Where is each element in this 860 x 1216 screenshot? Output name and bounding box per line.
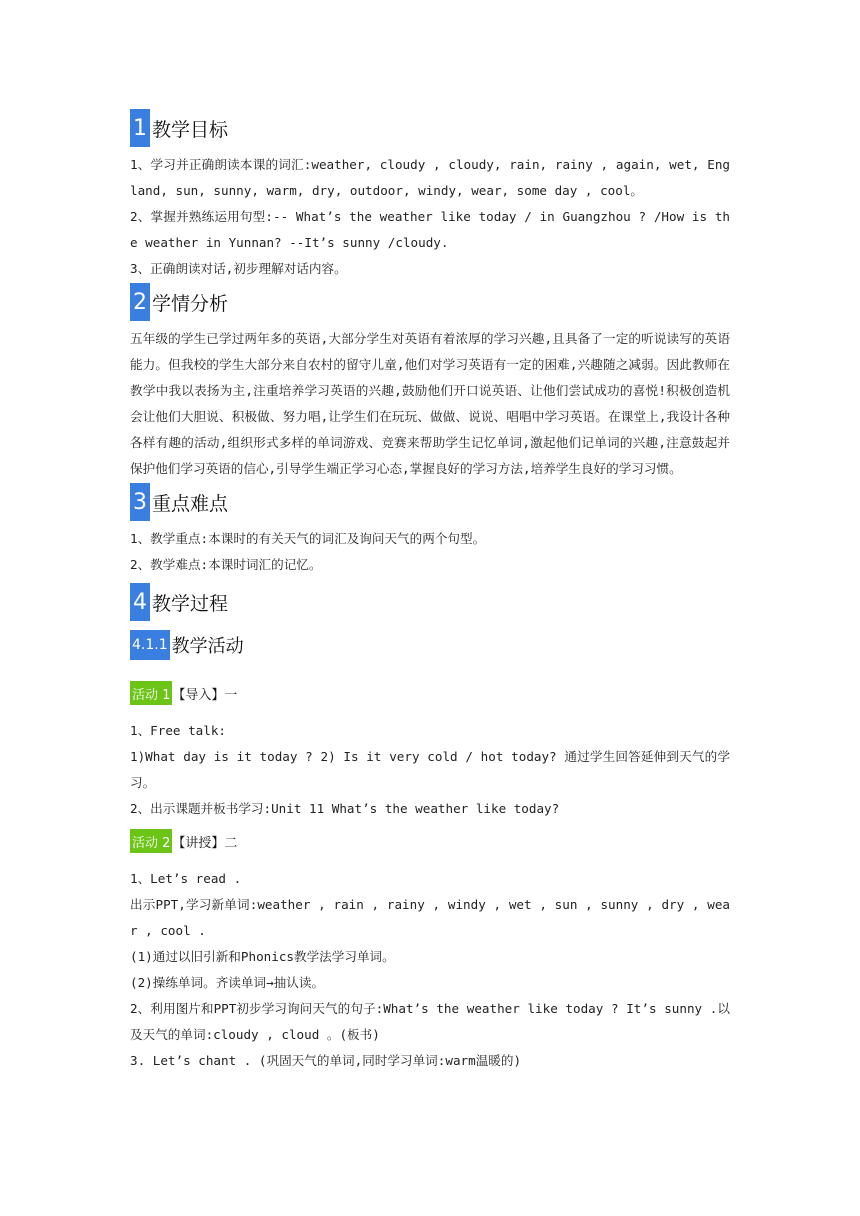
- section-heading-analysis: [130, 282, 730, 322]
- subsection-heading: [130, 628, 730, 662]
- activity-2-line-5: 2、利用图片和PPT初步学习询问天气的句子:What’s the weather like today ? It’s sunny .以及天气的单词:cloudy , cloud 。(板书): [130, 1001, 730, 1042]
- section-heading-process: [130, 582, 730, 622]
- subsection-title: 教学活动: [171, 636, 244, 657]
- activity-badge: 活动 2: [130, 829, 172, 853]
- section-heading-key-points: [130, 482, 730, 522]
- activity-1-line-3: 2、出示课题并板书学习:Unit 11 What’s the weather like today?: [130, 801, 560, 816]
- analysis-paragraph: 五年级的学生已学过两年多的英语,大部分学生对英语有着浓厚的学习兴趣,且具备了一定的听说读写的英语能力。但我校的学生大部分来自农村的留守儿童,他们对学习英语有一定的困难,兴趣随之减弱。因此教师在教学中我以表扬为主,注重培养学习英语的兴趣,鼓励他们开口说英语、让他们尝试成功的喜悦!积极创造机会让他们大胆说、积极做、努力唱,让学生们在玩玩、做做、说说、唱唱中学习英语。在课堂上,我设计各种各样有趣的活动,组织形式多样的单词游戏、竞赛来帮助学生记忆单词,激起他们记单词的兴趣,注意鼓起并保护他们学习英语的信心,引导学生端正学习心态,掌握良好的学习方法,培养学生良好的学习习惯。: [130, 331, 730, 476]
- key-point-line-1: 1、教学重点:本课时的有关天气的词汇及询问天气的两个句型。: [130, 531, 486, 546]
- key-point-line-2: 2、教学难点:本课时词汇的记忆。: [130, 557, 322, 572]
- section-number-badge: 2: [130, 283, 150, 321]
- objective-line-2: 2、掌握并熟练运用句型:-- What’s the weather like today / in Guangzhou ? /How is the weather in Yunnan? --It’s sunny /cloudy.: [130, 209, 730, 250]
- activity-heading-2: [130, 828, 730, 854]
- activity-label: 【讲授】二: [172, 835, 238, 851]
- section-number-badge: 3: [130, 483, 150, 521]
- section-number-badge: 4: [130, 583, 150, 621]
- objective-line-1: 1、学习并正确朗读本课的词汇:weather, cloudy , cloudy, rain, rainy , again, wet, England, sun, sunny, warm, dry, outdoor, windy, wear, some day , cool。: [130, 157, 730, 198]
- activity-1-line-1: 1、Free talk:: [130, 723, 226, 738]
- objective-line-3: 3、正确朗读对话,初步理解对话内容。: [130, 261, 347, 276]
- activity-heading-1: [130, 680, 730, 706]
- activity-2-line-2: 出示PPT,学习新单词:weather , rain , rainy , windy , wet , sun , sunny , dry , wear , cool .: [130, 897, 730, 938]
- activity-2-line-3: (1)通过以旧引新和Phonics教学法学习单词。: [130, 949, 395, 964]
- activity-badge: 活动 1: [130, 681, 172, 705]
- section-title: 重点难点: [152, 492, 229, 515]
- section-title: 教学目标: [152, 118, 229, 141]
- section-number-badge: 1: [130, 109, 150, 147]
- activity-2-line-6: 3. Let’s chant . (巩固天气的单词,同时学习单词:warm温暖的): [130, 1053, 522, 1068]
- activity-label: 【导入】一: [172, 687, 238, 703]
- section-heading-objectives: [130, 108, 730, 148]
- section-title: 教学过程: [152, 592, 229, 615]
- activity-2-line-1: 1、Let’s read .: [130, 871, 242, 886]
- activity-2-line-4: (2)操练单词。齐读单词→抽认读。: [130, 975, 325, 990]
- section-title: 学情分析: [152, 292, 229, 315]
- activity-1-line-2: 1)What day is it today ? 2) Is it very cold / hot today? 通过学生回答延伸到天气的学习。: [130, 749, 730, 790]
- subsection-number-badge: 4.1.1: [130, 630, 170, 660]
- document-page: [130, 108, 730, 1074]
